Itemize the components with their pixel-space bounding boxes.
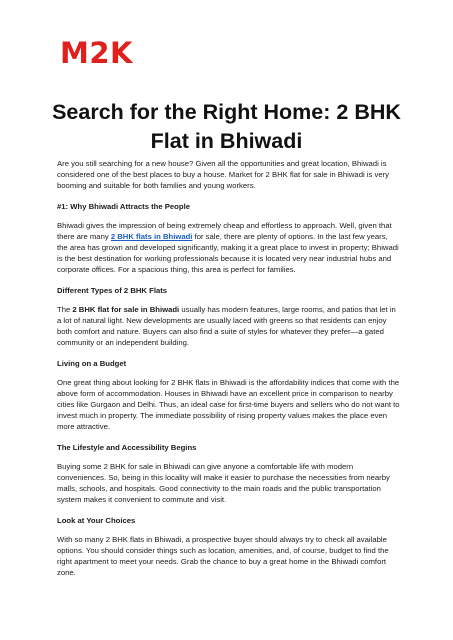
bold-phrase: 2 BHK flat for sale in Bhiwadi	[72, 304, 180, 314]
paragraph-text: for sale, there are plenty of options. In the last few years, the area has grown and developed significantly, making it a great place to invest in property; Bhiwadi is the best destination for working professionals because it is located very near industrial hubs and corporate offices. For a spacious thing, this area is perfect for families.	[57, 231, 399, 274]
section-paragraph-choices: With so many 2 BHK flats in Bhiwadi, a prospective buyer should always try to check all available options. You should consider things such as location, amenities, and, of course, budget to find the right apartment to meet your needs. Grab the chance to buy a great home in the Bhiwadi comfort zone.	[57, 534, 389, 577]
flats-in-bhiwadi-link[interactable]: 2 BHK flats in Bhiwadi	[110, 231, 193, 241]
section-heading-why-bhiwadi: #1: Why Bhiwadi Attracts the People	[57, 201, 190, 211]
intro-paragraph: Are you still searching for a new house? Given all the opportunities and great location, Bhiwadi is considered one of the best places to buy a house. Market for 2 BHK flat for sale in Bhiwadi is very booming and suitable for both families and young workers.	[57, 159, 390, 190]
section-heading-types: Different Types of 2 BHK Flats	[57, 285, 168, 295]
section-heading-choices: Look at Your Choices	[57, 515, 136, 525]
paragraph-text: The	[57, 304, 73, 314]
page-title: Search for the Right Home: 2 BHK Flat in Bhiwadi	[52, 100, 401, 153]
paragraph-text: usually has modern features, large rooms, and patios that let in a lot of natural light. New developments are usually laced with greens so that residents can enjoy both comfort and nature. Buyers can also find a suite of styles for whatever they prefer—a gated community or an independent building.	[57, 304, 396, 347]
paragraph-text: Bhiwadi gives the impression of being extremely cheap and effortless to approach. Well, given that there are many	[57, 220, 392, 241]
section-paragraph-budget: One great thing about looking for 2 BHK flats in Bhiwadi is the affordability indices that come with the above form of accommodation. Houses in Bhiwadi have an excellent price in comparison to nearby cities like Gurgaon and Delhi. Thus, an ideal case for first-time buyers and sellers who do not want to invest much in property. The immediate possibility of rising property values makes the place even more attractive.	[57, 377, 400, 431]
section-paragraph-why-bhiwadi	[57, 220, 400, 275]
section-paragraph-lifestyle: Buying some 2 BHK for sale in Bhiwadi can give anyone a comfortable life with modern conveniences. So, being in this locality will make it easier to purchase the necessities from nearby malls, schools, and hospitals. Good connectivity to the main roads and the public transportation system makes it convenient to commute and visit.	[57, 461, 390, 504]
section-heading-lifestyle: The Lifestyle and Accessibility Begins	[57, 442, 197, 452]
section-paragraph-types	[57, 304, 400, 348]
brand-logo: M2K	[60, 36, 134, 70]
article-body	[57, 158, 400, 588]
section-heading-budget: Living on a Budget	[57, 358, 127, 368]
